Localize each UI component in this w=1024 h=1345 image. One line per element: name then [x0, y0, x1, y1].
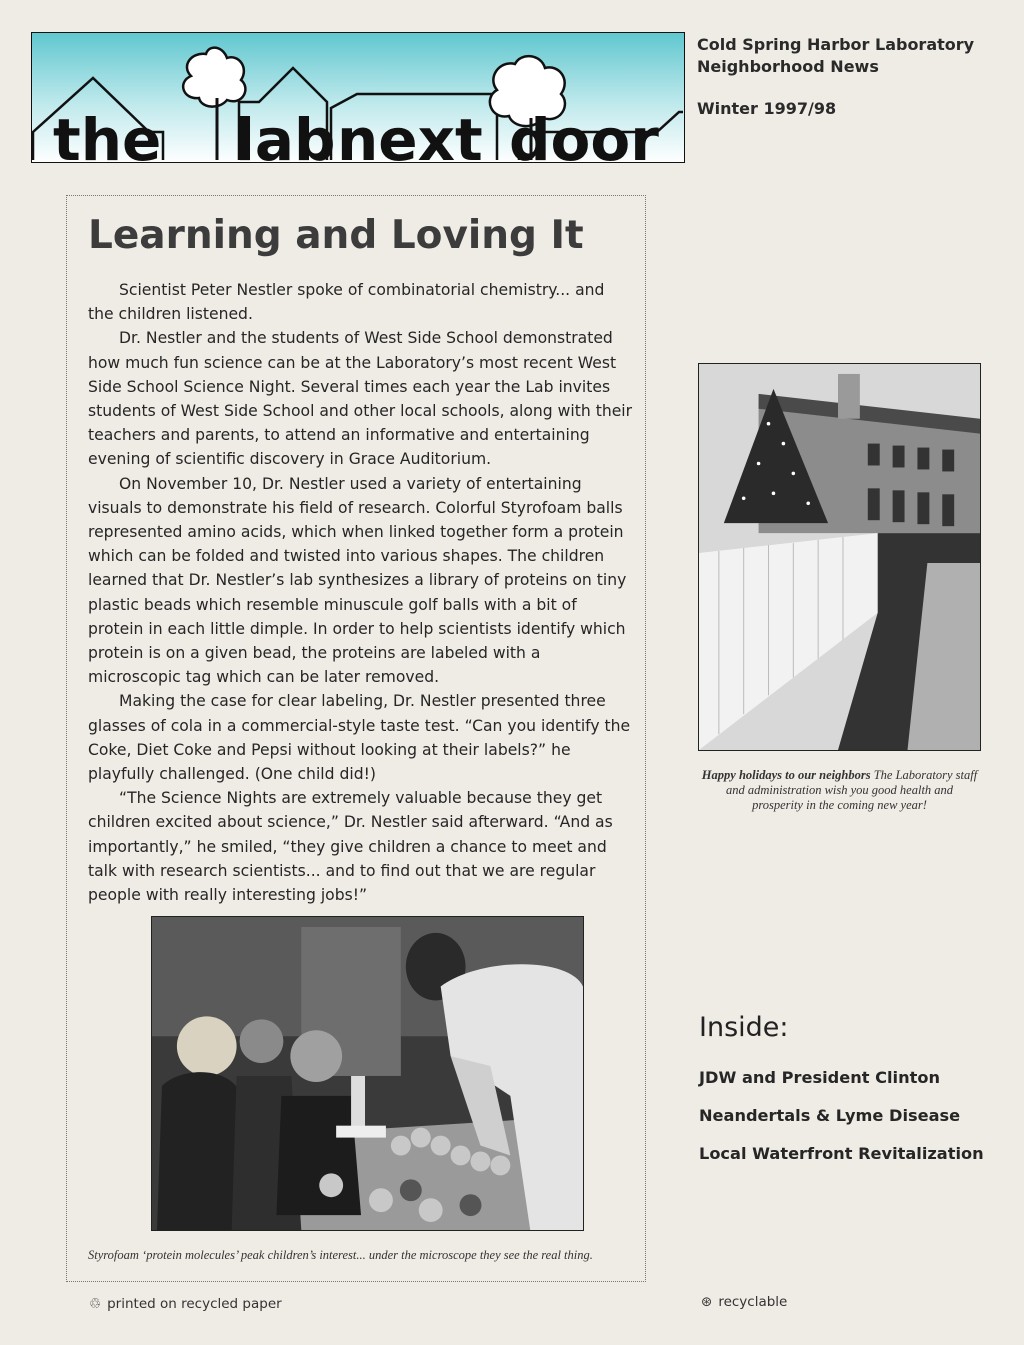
issue-date: Winter 1997/98: [697, 99, 837, 118]
masthead-word-door: door: [509, 106, 659, 163]
recycled-paper-note: [89, 1295, 282, 1313]
recyclable-note: [701, 1293, 787, 1311]
science-night-photo: [151, 916, 584, 1231]
recyclable-icon: ⊛: [701, 1294, 713, 1310]
article-title: Learning and Loving It: [88, 213, 584, 258]
holiday-photo-caption: [700, 768, 979, 813]
header-info: [697, 34, 1007, 120]
holiday-caption-text: The Laboratory staff and administration wish you good health and prosperity in the coming new year!: [725, 768, 978, 812]
inside-heading: Inside:: [699, 1012, 789, 1043]
holiday-building-photo: [698, 363, 981, 751]
inside-item: Neandertals & Lyme Disease: [699, 1106, 961, 1125]
article-paragraph: Dr. Nestler and the students of West Side School demonstrated how much fun science can be at the Laboratory’s most recent West Side School Science Night. Several times each year the Lab invites students of West Side School and other local schools, along with their teachers and parents, to attend an informative and entertaining evening of scientific discovery in Grace Auditorium.: [88, 329, 633, 469]
article-body: [88, 278, 634, 907]
inside-contents-list: [699, 1066, 1009, 1180]
holiday-caption-lead: Happy holidays to our neighbors: [701, 768, 871, 782]
masthead-logo: [31, 32, 685, 163]
masthead-word-the: the: [53, 106, 162, 163]
article-paragraph: On November 10, Dr. Nestler used a variety of entertaining visuals to demonstrate his field of research. Colorful Styrofoam balls represented amino acids, which when linked together form a protein which can be folded and twisted into various shapes. The children learned that Dr. Nestler’s lab synthesizes a library of proteins on tiny plastic beads which resemble minuscule golf balls with a bit of protein in each little dimple. In order to help scientists identify which protein is on a given bead, the proteins are labeled with a microscopic tag which can be later removed.: [88, 474, 627, 687]
recycled-paper-label: printed on recycled paper: [107, 1296, 282, 1312]
article-paragraph: “The Science Nights are extremely valuable because they get children excited about science,” Dr. Nestler said afterward. “And as importantly,” he smiled, “they give children a chance to meet and talk with research scientists... and to find out that we are regular people with really interesting jobs!”: [88, 789, 613, 905]
masthead-word-next: next: [337, 106, 483, 163]
organization-name: Cold Spring Harbor Laboratory: [697, 35, 975, 54]
inside-item: Local Waterfront Revitalization: [699, 1144, 984, 1163]
recyclable-label: recyclable: [718, 1294, 788, 1310]
science-night-photo-caption: Styrofoam ‘protein molecules’ peak children’s interest... under the microscope they see the real thing.: [88, 1248, 593, 1262]
publication-name: Neighborhood News: [697, 57, 879, 76]
article-paragraph: Scientist Peter Nestler spoke of combinatorial chemistry... and the children listened.: [88, 281, 605, 324]
masthead-word-lab: lab: [235, 106, 336, 163]
article-paragraph: Making the case for clear labeling, Dr. Nestler presented three glasses of cola in a commercial-style taste test. “Can you identify the Coke, Diet Coke and Pepsi without looking at their labels?” he playfully challenged. (One child did!): [88, 692, 631, 784]
inside-item: JDW and President Clinton: [699, 1068, 940, 1087]
recycle-icon: ♲: [89, 1296, 102, 1312]
